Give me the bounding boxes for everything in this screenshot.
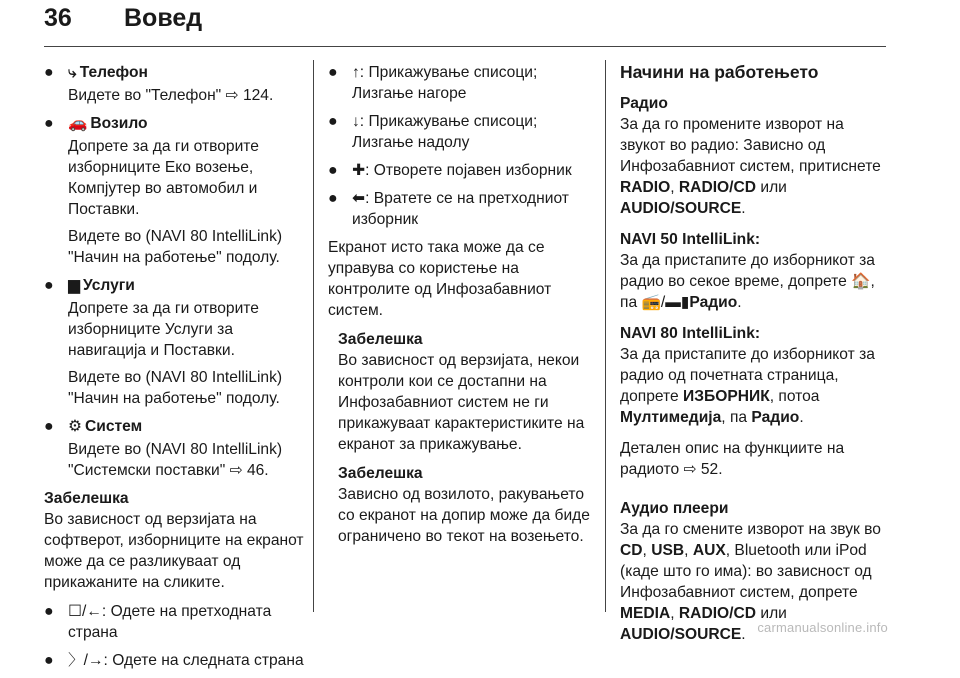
item-desc: Допрете за да ги отворите изборниците Услуги за навигација и Поставки. — [68, 300, 259, 359]
bullet-next-page: ● 〉/→: Одете на следната страна — [44, 652, 304, 669]
bullet-text: : Отворете појавен изборник — [365, 162, 572, 179]
item-desc: Видете во (NAVI 80 IntelliLink) "Начин на работење" подолу. — [68, 228, 283, 266]
bullet-text: : Вратете се на претходниот изборник — [352, 190, 569, 228]
note-text: Во зависност од верзијата, некои контроли кои се достапни на Инфозабавниот систем не ги прикажуваат карактеристиките на екранот за прикажување. — [338, 352, 585, 453]
plus-icon: ✚ — [352, 162, 366, 179]
car-icon: 🚗 — [68, 115, 88, 132]
note-heading: Забелешка — [338, 465, 423, 482]
bullet-scroll-down: ● ↓: Прикажување списоци; Лизгање надолу — [328, 113, 538, 151]
menu-item-services: ● ▆ Услуги Допрете за да ги отворите изборниците Услуги за навигација и Поставки. Видете во (NAVI 80 IntelliLink) "Начин на работење" подолу. — [44, 275, 304, 409]
menu-item-vehicle: ● 🚗 Возило Допрете за да ги отворите изборниците Еко возење, Компјутер во автомобил и Поставки. Видете во (NAVI 80 IntelliLink) "Начин на работење" подолу. — [44, 113, 304, 268]
phone-icon: ⤷ — [68, 64, 77, 81]
column-1 — [44, 62, 304, 678]
item-title: Услуги — [83, 277, 135, 294]
home-icon: 🏠 — [851, 273, 871, 290]
navi50-section — [620, 229, 890, 313]
column-3 — [620, 62, 890, 655]
page-title: Вовед — [124, 4, 203, 32]
item-desc: Видете во (NAVI 80 IntelliLink) "Начин на работење" подолу. — [68, 369, 283, 407]
bullet-previous-page: ● ☐/←: Одете на претходната страна — [44, 603, 272, 641]
bullet-back: ● ⬅: Вратете се на претходниот изборник — [328, 190, 569, 228]
bullet-popup-menu: ● ✚: Отворете појавен изборник — [328, 162, 572, 179]
back-arrow-icon: ☐/← — [68, 603, 102, 620]
bullet-scroll-up: ● ↑: Прикажување списоци; Лизгање нагоре — [328, 64, 538, 102]
back-icon: ⬅ — [352, 190, 366, 207]
detail-text: Детален опис на функциите на радиото ⇨ 52. — [620, 440, 845, 478]
column-divider-1 — [313, 60, 314, 612]
column-divider-2 — [605, 60, 606, 612]
note-heading: Забелешка — [338, 331, 423, 348]
item-title: Возило — [90, 115, 148, 132]
menu-item-system: ● ⚙ Систем Видете во (NAVI 80 IntelliLink) "Системски поставки" ⇨ 46. — [44, 416, 304, 481]
item-title: Систем — [84, 418, 143, 435]
note — [328, 463, 594, 547]
menu-item-phone: ● ⤷ Телефон Видете во "Телефон" ⇨ 124. — [44, 62, 304, 106]
navi80-section — [620, 323, 890, 428]
navi50-text: За да пристапите до изборникот за радио во секое време, допрете 🏠, па 📻/▬▮Радио. — [620, 252, 875, 311]
note — [44, 488, 304, 593]
bullet-text: : Прикажување списоци; Лизгање нагоре — [352, 64, 538, 102]
note-heading: Забелешка — [44, 490, 129, 507]
note-text: Во зависност од верзијата на софтверот, изборниците на екранот може да се разликуваат од прикажаните на сликите. — [44, 511, 304, 591]
arrow-up-icon: ↑ — [352, 64, 360, 81]
navi80-heading: NAVI 80 IntelliLink: — [620, 325, 761, 342]
item-title: Телефон — [79, 64, 148, 81]
navi50-heading: NAVI 50 IntelliLink: — [620, 231, 761, 248]
radio-icon: 📻/▬▮ — [641, 294, 690, 311]
gear-icon: ⚙ — [68, 418, 82, 435]
bullet-text: : Прикажување списоци; Лизгање надолу — [352, 113, 538, 151]
item-desc: Допрете за да ги отворите изборниците Еко возење, Компјутер во автомобил и Поставки. — [68, 138, 259, 218]
arrow-down-icon: ↓ — [352, 113, 360, 130]
header-rule — [44, 46, 886, 47]
item-desc: Видете во (NAVI 80 IntelliLink) "Системски поставки" ⇨ 46. — [68, 441, 283, 479]
radio-section — [620, 93, 890, 219]
page-number: 36 — [44, 4, 72, 32]
radio-heading: Радио — [620, 95, 668, 112]
audio-text: За да го смените изворот на звук во CD, USB, AUX, Bluetooth или iPod (каде што го има): во зависност од Инфозабавниот систем, допрете MEDIA, RADIO/CD или AUDIO/SOURCE. — [620, 521, 881, 643]
navi80-text: За да пристапите до изборникот за радио од почетната страница, допрете ИЗБОРНИК, потоа Мултимедија, па Радио. — [620, 346, 875, 426]
item-desc: Видете во "Телефон" ⇨ 124. — [68, 87, 274, 104]
bullet-text: : Одете на претходната страна — [68, 603, 272, 641]
services-icon: ▆ — [68, 277, 80, 294]
watermark: carmanualsonline.info — [757, 620, 888, 635]
forward-arrow-icon: 〉/→ — [68, 652, 104, 669]
radio-text: За да го промените изворот на звукот во радио: Зависно од Инфозабавниот систем, притиснете RADIO, RADIO/CD или AUDIO/SOURCE. — [620, 116, 881, 217]
section-title: Начини на работењето — [620, 62, 819, 82]
bullet-text: : Одете на следната страна — [103, 652, 304, 669]
paragraph: Екранот исто така може да се управува со користење на контролите од Инфозабавниот систем. — [328, 239, 552, 319]
note-text: Зависно од возилото, ракувањето со екранот на допир може да биде ограничено во текот на возењето. — [338, 486, 590, 545]
column-2 — [328, 62, 594, 555]
audio-heading: Аудио плеери — [620, 500, 729, 517]
note — [328, 329, 594, 455]
